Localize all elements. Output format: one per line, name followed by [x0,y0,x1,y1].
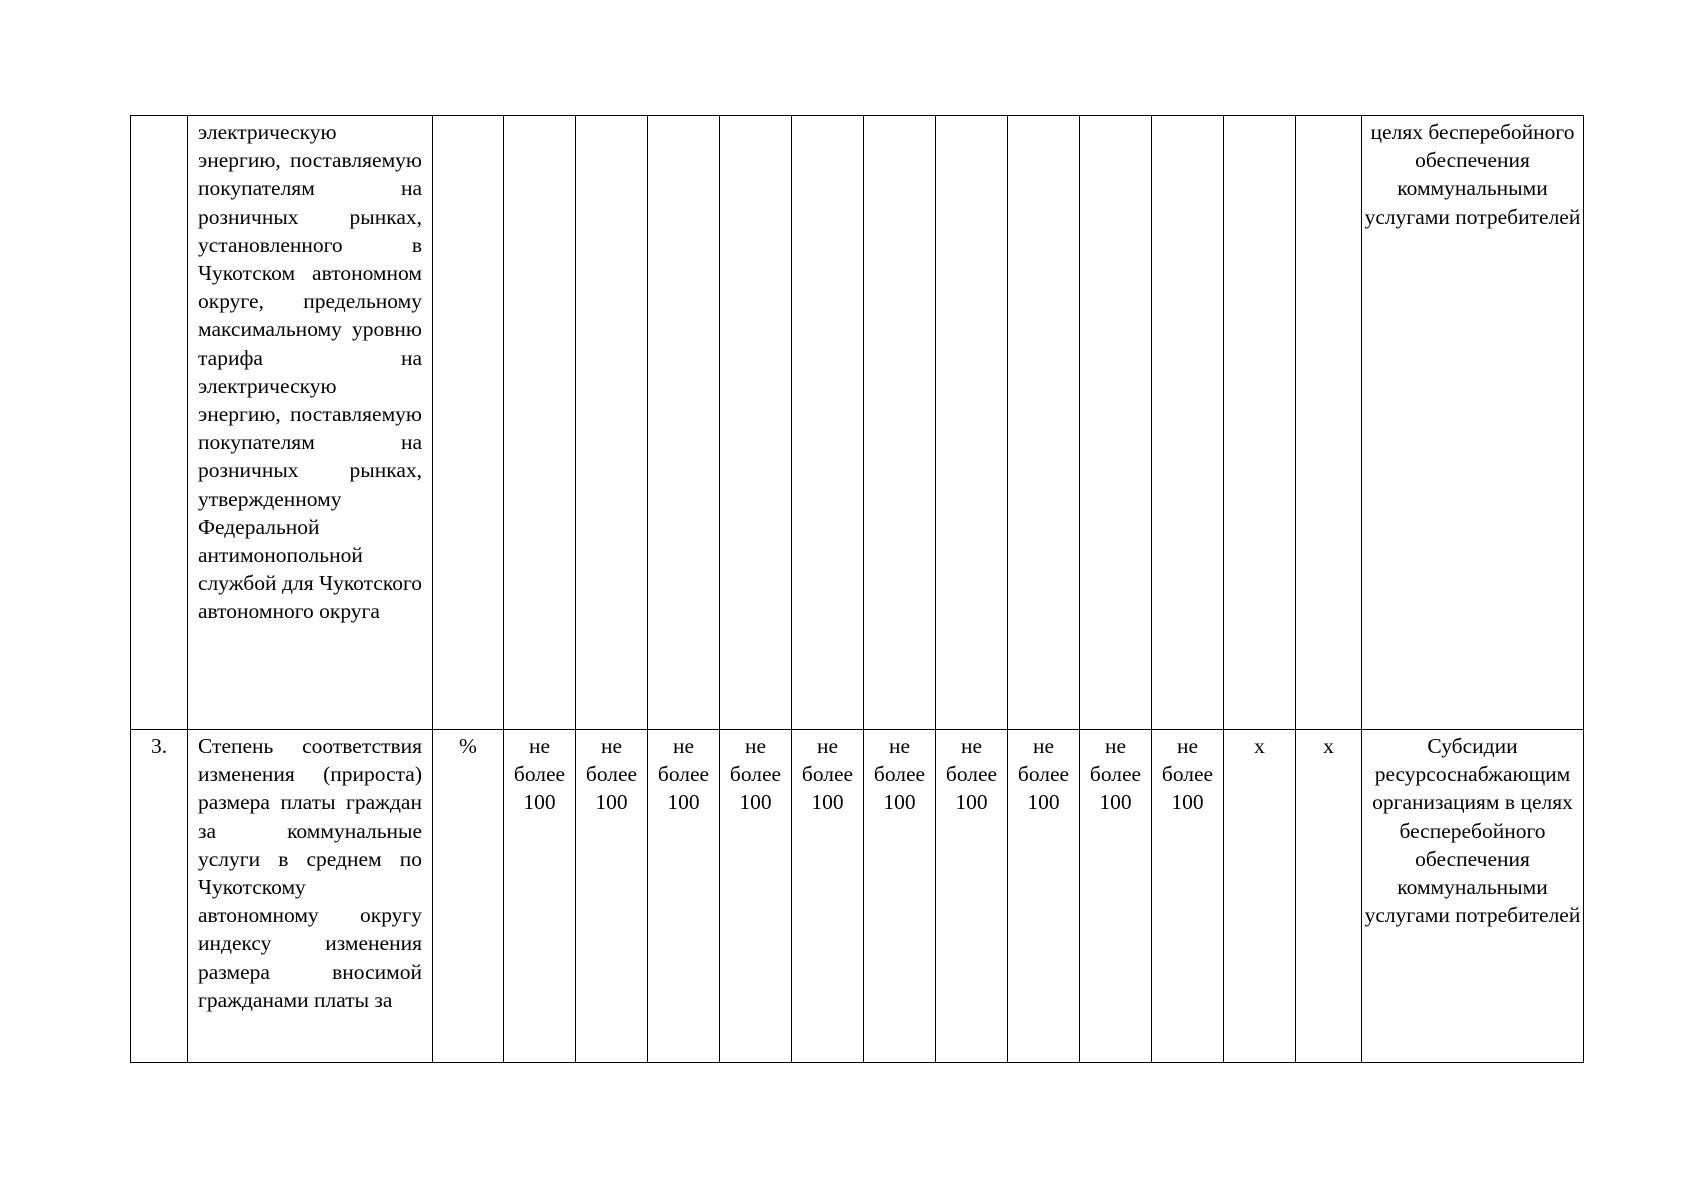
note-cell: Субсидии ресурсоснабжающим организациям в целях бесперебойного обеспечения коммунальными услугами потребителей [1362,730,1584,1063]
value-cell: не более 100 [504,730,576,1063]
value-cell [792,116,864,730]
value-cell: не более 100 [936,730,1008,1063]
value-cell: не более 100 [648,730,720,1063]
indicator-description-cell: Степень соответствия изменения (прироста) размера платы граждан за коммунальные услуги в среднем по Чукотскому автономному округу индексу изменения размера вносимой гражданами платы за [188,730,433,1063]
value-cell: х [1224,730,1296,1063]
value-cell [1224,116,1296,730]
value-cell [1296,116,1362,730]
indicator-description-cell: электрическую энергию, поставляемую покупателям на розничных рынках, установленного в Чукотском автономном округе, предельному максимальному уровню тарифа на электрическую энергию, поставляемую покупателям на розничных рынках, утвержденному Федеральной антимонопольной службой для Чукотского автономного округа [188,116,433,730]
value-cell [648,116,720,730]
table-row [131,730,1584,1063]
value-cell: не более 100 [792,730,864,1063]
value-cell: не более 100 [1008,730,1080,1063]
value-cell: не более 100 [1080,730,1152,1063]
value-cell: х [1296,730,1362,1063]
value-cell: не более 100 [576,730,648,1063]
value-cell: не более 100 [720,730,792,1063]
table-row [131,116,1584,730]
value-cell [720,116,792,730]
value-cell: не более 100 [864,730,936,1063]
value-cell [1008,116,1080,730]
value-cell [504,116,576,730]
row-number-cell: 3. [131,730,188,1063]
value-cell: не более 100 [1152,730,1224,1063]
value-cell [1080,116,1152,730]
value-cell [936,116,1008,730]
value-cell [1152,116,1224,730]
indicators-table [130,115,1584,1063]
unit-cell [433,116,504,730]
value-cell [576,116,648,730]
unit-cell: % [433,730,504,1063]
value-cell [864,116,936,730]
note-cell: целях бесперебойного обеспечения коммунальными услугами потребителей [1362,116,1584,730]
row-number-cell [131,116,188,730]
